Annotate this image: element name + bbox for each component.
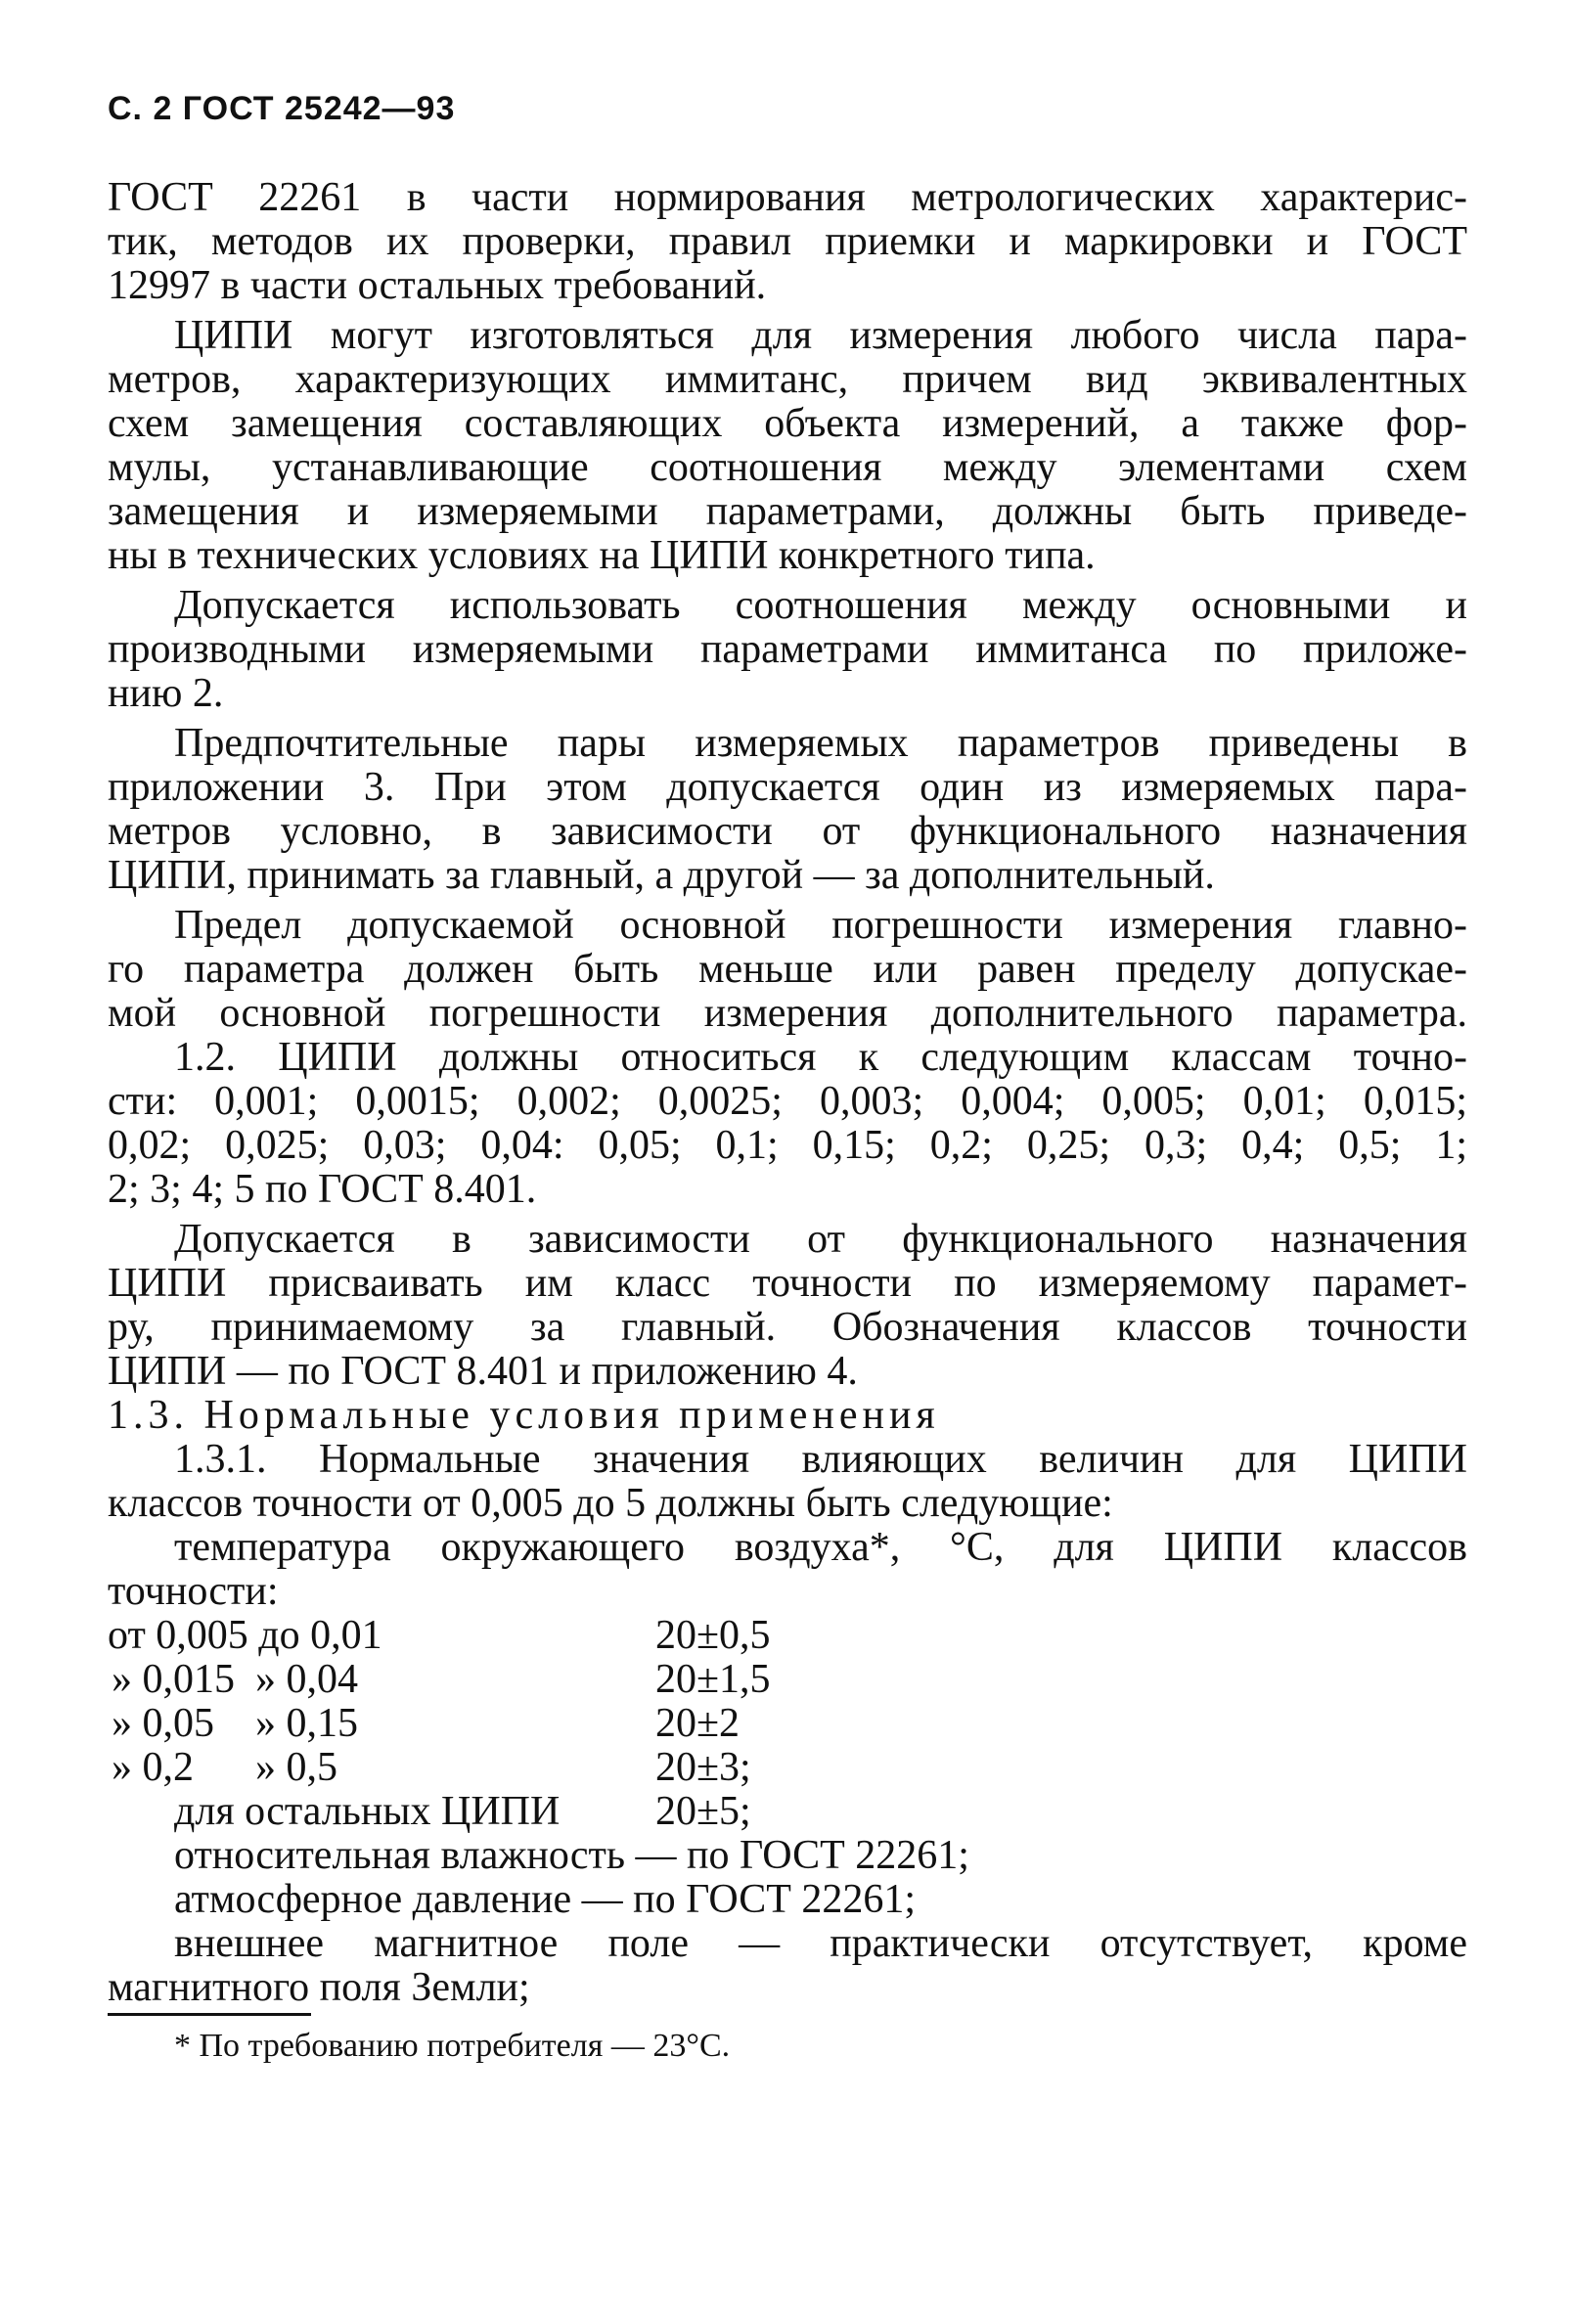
- text-line: Предел допускаемой основной погрешности измерения главно-: [174, 904, 1467, 948]
- text-line: замещения и измеряемыми параметрами, должны быть приведе-: [108, 490, 1467, 534]
- text-line: классов точности от 0,005 до 5 должны быть следующие:: [108, 1482, 1113, 1526]
- text-line: точности:: [108, 1570, 279, 1614]
- text-line: тик, методов их проверки, правил приемки и маркировки и ГОСТ: [108, 220, 1467, 264]
- text-line: метров, характеризующих иммитанс, причем вид эквивалентных: [108, 358, 1467, 402]
- text-line: ЦИПИ присваивать им класс точности по измеряемому парамет-: [108, 1262, 1467, 1306]
- text-line: температура окружающего воздуха*, °С, для ЦИПИ классов: [174, 1526, 1467, 1570]
- humidity-line: относительная влажность — по ГОСТ 22261;: [174, 1834, 969, 1878]
- section-title: 1.3. Нормальные условия применения: [108, 1394, 940, 1438]
- text-line: Предпочтительные пары измеряемых параметров приведены в: [174, 722, 1467, 766]
- paragraph-temperature: [108, 1526, 1467, 1614]
- table-row: [108, 1790, 1467, 1834]
- table-row: [108, 1746, 1467, 1790]
- text-line: ЦИПИ могут изготовляться для измерения любого числа пара-: [174, 314, 1467, 358]
- footnote: * По требованию потребителя — 23°С.: [174, 2028, 731, 2064]
- table-row: [108, 1658, 1467, 1702]
- temperature-table: [108, 1614, 1467, 1834]
- text-line: метров условно, в зависимости от функционального назначения: [108, 810, 1467, 854]
- text-line: 1.2. ЦИПИ должны относиться к следующим классам точно-: [174, 1036, 1467, 1080]
- value-cell: 20±3;: [655, 1745, 751, 1790]
- range-cell: для остальных ЦИПИ: [174, 1789, 561, 1834]
- text-line: нию 2.: [108, 672, 224, 716]
- text-line: ЦИПИ — по ГОСТ 8.401 и приложению 4.: [108, 1350, 858, 1394]
- pressure-line: атмосферное давление — по ГОСТ 22261;: [174, 1878, 917, 1922]
- paragraph-1-3-1: [108, 1438, 1467, 1526]
- text-line: сти: 0,001; 0,0015; 0,002; 0,0025; 0,003; 0,004; 0,005; 0,01; 0,015;: [108, 1080, 1467, 1124]
- table-row: [108, 1614, 1467, 1658]
- range-cell: » 0,2 » 0,5: [112, 1745, 337, 1790]
- paragraph-3: [108, 584, 1467, 716]
- value-cell: 20±5;: [655, 1789, 751, 1834]
- text-line: 2; 3; 4; 5 по ГОСТ 8.401.: [108, 1168, 537, 1212]
- body-text: [108, 176, 1467, 2010]
- range-cell: » 0,015 » 0,04: [112, 1657, 358, 1702]
- text-line: схем замещения составляющих объекта измерений, а также фор-: [108, 402, 1467, 446]
- text-line: внешнее магнитное поле — практически отсутствует, кроме: [174, 1922, 1467, 1966]
- paragraph-1-2: [108, 1036, 1467, 1212]
- text-line: Допускается использовать соотношения между основными и: [174, 584, 1467, 628]
- text-line: мой основной погрешности измерения дополнительного параметра.: [108, 992, 1467, 1036]
- value-cell: 20±1,5: [655, 1657, 771, 1702]
- text-line: приложении 3. При этом допускается один из измеряемых пара-: [108, 766, 1467, 810]
- text-line: магнитного поля Земли;: [108, 1966, 530, 2010]
- text-line: ГОСТ 22261 в части нормирования метрологических характерис-: [108, 176, 1467, 220]
- text-line: Допускается в зависимости от функционального назначения: [174, 1218, 1467, 1262]
- paragraph-4: [108, 722, 1467, 898]
- paragraph-5: [108, 904, 1467, 1036]
- text-line: ру, принимаемому за главный. Обозначения классов точности: [108, 1306, 1467, 1350]
- text-line: 1.3.1. Нормальные значения влияющих величин для ЦИПИ: [174, 1438, 1467, 1482]
- paragraph-magnetic: [108, 1922, 1467, 2010]
- page-header: С. 2 ГОСТ 25242—93: [108, 90, 456, 127]
- text-line: ны в технических условиях на ЦИПИ конкретного типа.: [108, 534, 1096, 578]
- paragraph-2: [108, 314, 1467, 578]
- text-line: 0,02; 0,025; 0,03; 0,04: 0,05; 0,1; 0,15; 0,2; 0,25; 0,3; 0,4; 0,5; 1;: [108, 1124, 1467, 1168]
- text-line: 12997 в части остальных требований.: [108, 264, 767, 308]
- text-line: мулы, устанавливающие соотношения между элементами схем: [108, 446, 1467, 490]
- text-line: производными измеряемыми параметрами иммитанса по приложе-: [108, 628, 1467, 672]
- value-cell: 20±0,5: [655, 1613, 771, 1658]
- text-line: го параметра должен быть меньше или равен пределу допускае-: [108, 948, 1467, 992]
- range-cell: » 0,05 » 0,15: [112, 1701, 358, 1746]
- table-row: [108, 1702, 1467, 1746]
- text-line: ЦИПИ, принимать за главный, а другой — за дополнительный.: [108, 854, 1215, 898]
- paragraph-7: [108, 1218, 1467, 1394]
- footnote-divider: [108, 2013, 311, 2016]
- range-cell: от 0,005 до 0,01: [108, 1613, 382, 1658]
- paragraph-1: [108, 176, 1467, 308]
- value-cell: 20±2: [655, 1701, 741, 1746]
